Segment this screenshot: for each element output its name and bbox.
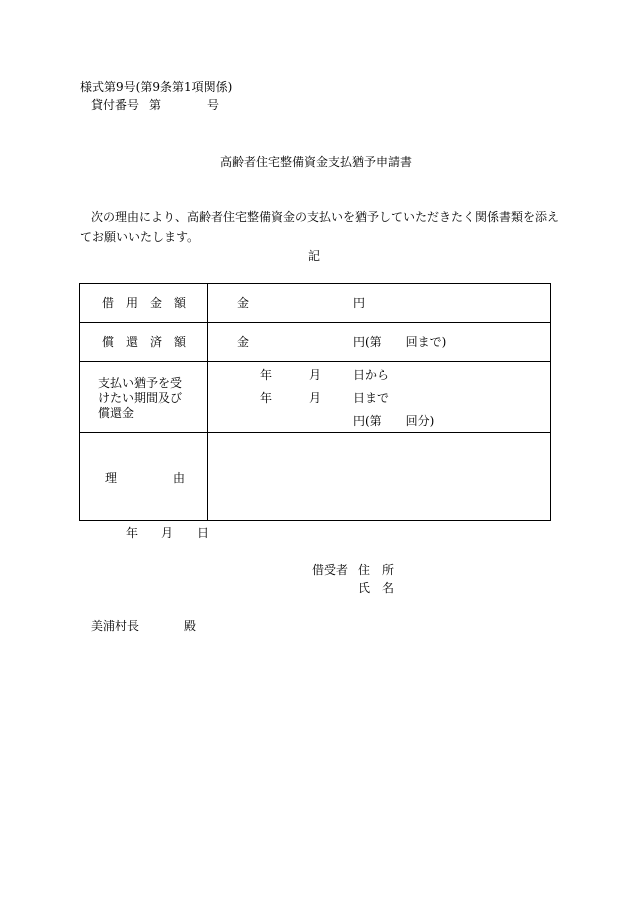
to-year: 年 bbox=[260, 391, 273, 405]
deferral-amount: 円(第 回分) bbox=[353, 414, 435, 428]
row-divider bbox=[80, 432, 550, 433]
intro-text-line2: てお願いいたします。 bbox=[80, 230, 200, 244]
date-year: 年 bbox=[126, 526, 139, 540]
addressee-name: 美浦村長 bbox=[91, 619, 140, 633]
repaid-amount-kin: 金 bbox=[237, 335, 250, 349]
date-month: 月 bbox=[161, 526, 174, 540]
borrowed-amount-kin: 金 bbox=[237, 296, 250, 310]
borrower-address-label: 住 所 bbox=[358, 563, 395, 577]
from-day: 日から bbox=[353, 368, 390, 382]
form-number: 様式第9号(第9条第1項関係) bbox=[80, 80, 233, 94]
to-month: 月 bbox=[309, 391, 322, 405]
from-year: 年 bbox=[260, 368, 273, 382]
repaid-amount-label: 償 還 済 額 bbox=[102, 335, 187, 349]
to-day: 日まで bbox=[353, 391, 390, 405]
row-divider bbox=[80, 361, 550, 362]
borrowed-amount-yen: 円 bbox=[353, 296, 366, 310]
borrower-label: 借受者 bbox=[312, 563, 349, 577]
row-divider bbox=[80, 322, 550, 323]
date-day: 日 bbox=[197, 526, 210, 540]
reason-label-right: 由 bbox=[173, 471, 186, 485]
ki-label: 記 bbox=[308, 249, 321, 263]
from-month: 月 bbox=[309, 368, 322, 382]
addressee-dono: 殿 bbox=[184, 619, 197, 633]
page-title: 高齢者住宅整備資金支払猶予申請書 bbox=[220, 155, 413, 169]
deferral-label-line2: けたい期間及び bbox=[98, 391, 183, 405]
loan-number-label: 貸付番号 bbox=[91, 98, 140, 112]
deferral-label-line1: 支払い猶予を受 bbox=[98, 376, 183, 390]
loan-number-go: 号 bbox=[207, 98, 220, 112]
borrowed-amount-label: 借 用 金 額 bbox=[102, 296, 187, 310]
intro-text-line1: 次の理由により、高齢者住宅整備資金の支払いを猶予していただきたく関係書類を添え bbox=[91, 210, 560, 224]
deferral-label-line3: 償還金 bbox=[98, 406, 135, 420]
loan-number-dai: 第 bbox=[149, 98, 162, 112]
application-table bbox=[79, 283, 551, 521]
repaid-amount-yen: 円(第 回まで) bbox=[353, 335, 447, 349]
borrower-name-label: 氏 名 bbox=[358, 581, 395, 595]
reason-label-left: 理 bbox=[105, 471, 118, 485]
column-divider bbox=[207, 284, 208, 520]
